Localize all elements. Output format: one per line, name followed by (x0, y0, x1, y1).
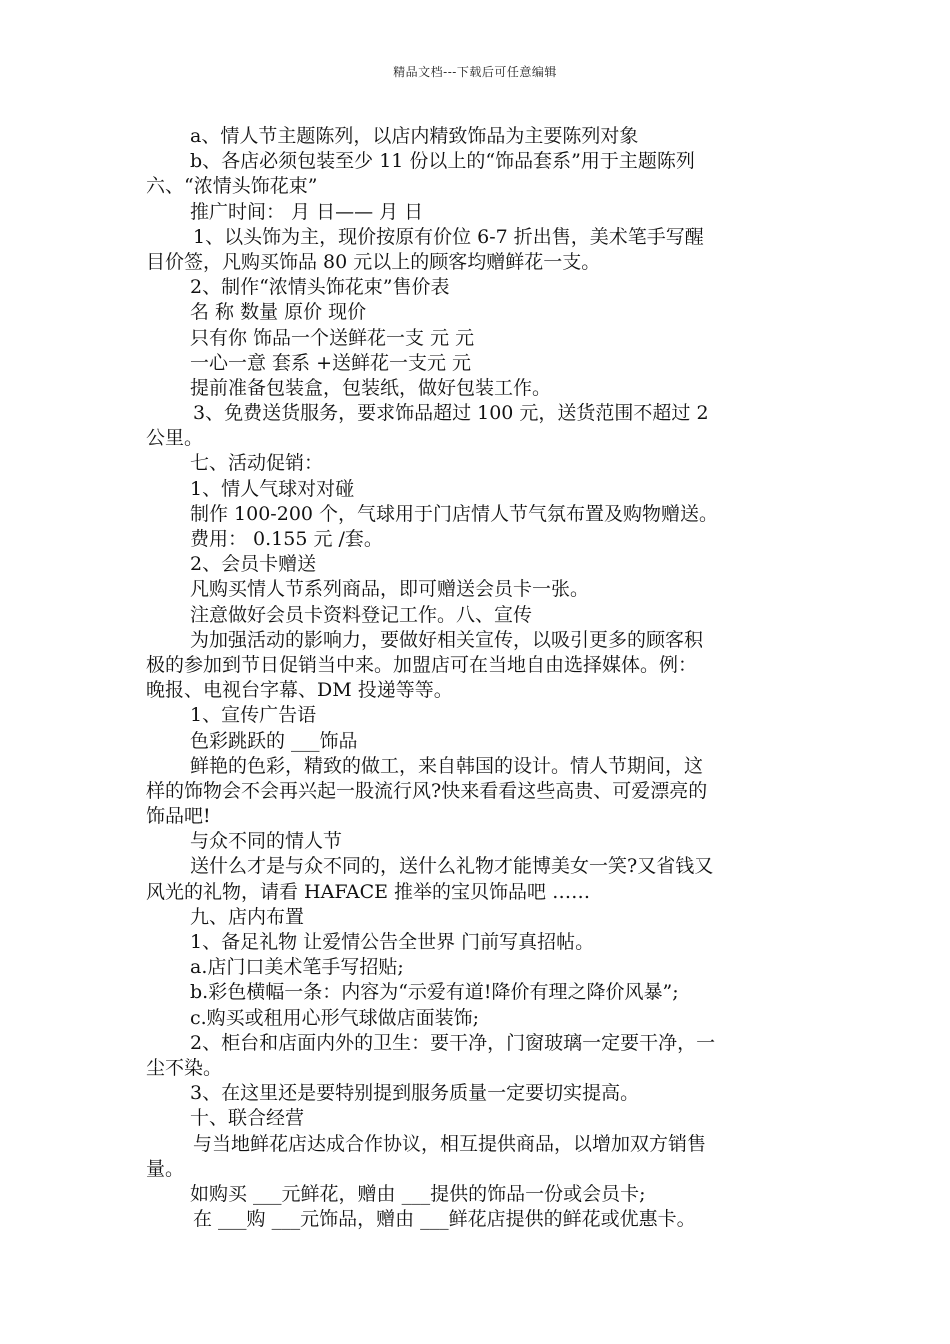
text-line: 注意做好会员卡资料登记工作。八、宣传 (190, 603, 533, 626)
text-line: 七、活动促销： (190, 452, 324, 475)
text-line: 与众不同的情人节 (190, 830, 343, 853)
text-line: 2、柜台和店面内外的卫生：要干净，门窗玻璃一定要干净，一 (190, 1031, 716, 1054)
text-line: 送什么才是与众不同的，送什么礼物才能博美女一笑?又省钱又 (190, 855, 714, 878)
text-line: 2、会员卡赠送 (190, 553, 317, 576)
text-line: 在 ___购 ___元饰品，赠由 ___鲜花店提供的鲜花或优惠卡。 (193, 1208, 696, 1231)
text-line: 样的饰物会不会再兴起一股流行风?快来看看这些高贵、可爱漂亮的 (146, 779, 708, 802)
document-body (146, 124, 810, 1232)
text-line: 提前准备包装盒，包装纸，做好包装工作。 (190, 376, 552, 399)
text-line: 九、店内布置 (190, 905, 305, 928)
text-line: c.购买或租用心形气球做店面装饰; (190, 1006, 480, 1029)
text-line: 费用： 0.155 元 /套。 (190, 528, 383, 550)
text-line: 1、情人气球对对碰 (190, 477, 355, 500)
text-line: 只有你 饰品一个送鲜花一支 元 元 (190, 326, 475, 349)
text-line: 如购买 ___元鲜花，赠由 ___提供的饰品一份或会员卡; (190, 1182, 646, 1205)
text-line: 2、制作“浓情头饰花束”售价表 (190, 276, 450, 299)
text-line: 一心一意 套系 +送鲜花一支元 元 (190, 351, 472, 374)
text-line: 鲜艳的色彩，精致的做工，来自韩国的设计。情人节期间，这 (190, 754, 704, 777)
text-line: 3、免费送货服务，要求饰品超过 100 元，送货范围不超过 2 (193, 402, 709, 425)
text-line: 名 称 数量 原价 现价 (190, 301, 367, 324)
text-line: 1、宣传广告语 (190, 704, 317, 727)
text-line: 3、在这里还是要特别提到服务质量一定要切实提高。 (190, 1082, 640, 1105)
text-line: 十、联合经营 (190, 1107, 305, 1130)
text-line: 与当地鲜花店达成合作协议，相互提供商品，以增加双方销售 (193, 1132, 707, 1155)
text-line: 风光的礼物，请看 HAFACE 推举的宝贝饰品吧 …… (146, 880, 591, 903)
text-line: 制作 100-200 个，气球用于门店情人节气氛布置及购物赠送。 (190, 502, 719, 525)
text-line: b.彩色横幅一条：内容为“示爱有道!降价有理之降价风暴”; (190, 981, 679, 1004)
text-line: 1、以头饰为主，现价按原有价位 6-7 折出售，美术笔手写醒 (193, 225, 704, 248)
text-line: 量。 (146, 1157, 185, 1180)
text-line: 为加强活动的影响力，要做好相关宣传，以吸引更多的顾客积 (190, 628, 704, 651)
page-header: 精品文档---下载后可任意编辑 (393, 65, 557, 79)
text-line: a、情人节主题陈列，以店内精致饰品为主要陈列对象 (190, 125, 639, 147)
text-line: 推广时间： 月 日—— 月 日 (190, 200, 424, 223)
text-line: 晚报、电视台字幕、DM 投递等等。 (146, 679, 453, 702)
text-line: 公里。 (146, 427, 204, 450)
text-line: a.店门口美术笔手写招贴; (190, 956, 404, 979)
text-line: 凡购买情人节系列商品，即可赠送会员卡一张。 (190, 578, 590, 601)
text-line: 色彩跳跃的 ___饰品 (190, 729, 358, 752)
text-line: b、各店必须包装至少 11 份以上的“饰品套系”用于主题陈列 (190, 150, 695, 173)
text-line: 目价签，凡购买饰品 80 元以上的顾客均赠鲜花一支。 (146, 250, 601, 273)
text-line: 六、“浓情头饰花束” (146, 175, 318, 198)
text-line: 极的参加到节日促销当中来。加盟店可在当地自由选择媒体。例： (146, 653, 698, 676)
text-line: 1、备足礼物 让爱情公告全世界 门前写真招帖。 (190, 931, 595, 953)
text-line: 饰品吧! (146, 805, 211, 828)
text-line: 尘不染。 (146, 1056, 223, 1079)
